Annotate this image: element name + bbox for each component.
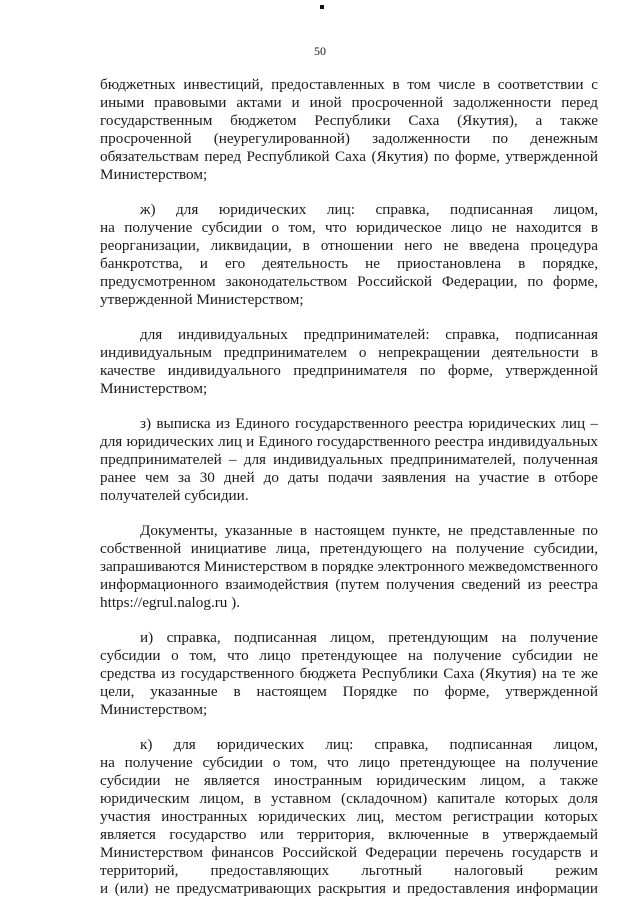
text-line: банкротства, и его деятельность не приостановлена в порядке,: [100, 255, 598, 272]
paragraph-item-k: [100, 736, 598, 898]
paragraph-documents: [100, 522, 598, 612]
text-line: обязательствам перед Республикой Саха (Якутия) по форме, утвержденной: [100, 148, 598, 165]
text-line: предпринимателей – для индивидуальных предпринимателей, полученная: [100, 451, 598, 468]
text-line: Документы, указанные в настоящем пункте, не представленные по: [140, 522, 598, 539]
text-line: просроченной (неурегулированной) задолженности по денежным: [100, 130, 598, 147]
text-line: цели, указанные в настоящем Порядке по форме, утвержденной: [100, 683, 598, 700]
text-line: собственной инициативе лица, претендующего на получение субсидии,: [100, 540, 598, 557]
text-line: https://egrul.nalog.ru ).: [100, 594, 241, 611]
text-line: участия иностранных юридических лиц, местом регистрации которых: [100, 808, 598, 825]
text-line: утвержденной Министерством;: [100, 291, 304, 308]
text-line: для юридических лиц и Единого государственного реестра индивидуальных: [100, 433, 598, 450]
text-line: на получение субсидии о том, что лицо претендующее на получение: [100, 754, 598, 771]
text-line: и (или) не предусматривающих раскрытия и предоставления информации: [100, 880, 598, 897]
text-line: субсидии не является иностранным юридическим лицом, а также: [100, 772, 598, 789]
paragraph-item-i: [100, 629, 598, 719]
text-line: юридическим лицом, в уставном (складочном) капитале которых доля: [100, 790, 598, 807]
text-line: Министерством;: [100, 380, 208, 397]
paragraph-item-z: [100, 415, 598, 505]
document-body: [100, 76, 598, 898]
text-line: реорганизации, ликвидации, в отношении него не введена процедура: [100, 237, 598, 254]
scan-mark: [320, 5, 324, 9]
text-line: государственным бюджетом Республики Саха (Якутия), а также: [100, 112, 598, 129]
text-line: Министерством;: [100, 166, 208, 183]
page-number: 50: [314, 44, 326, 58]
text-line: предусмотренном законодательством Российской Федерации, по форме,: [100, 273, 598, 290]
text-line: Министерством;: [100, 701, 208, 718]
text-line: к) для юридических лиц: справка, подписанная лицом,: [140, 736, 598, 753]
text-line: ж) для юридических лиц: справка, подписанная лицом,: [140, 201, 598, 218]
text-line: получателей субсидии.: [100, 487, 249, 504]
paragraph-entrepreneurs: [100, 326, 598, 398]
paragraph-continuation: [100, 76, 598, 184]
text-line: з) выписка из Единого государственного реестра юридических лиц –: [140, 415, 598, 432]
text-line: информационного взаимодействия (путем получения сведений из реестра: [100, 576, 598, 593]
text-line: Министерством финансов Российской Федерации перечень государств и: [100, 844, 598, 861]
text-line: средства из государственного бюджета Республики Саха (Якутия) на те же: [100, 665, 598, 682]
text-line: субсидии о том, что лицо претендующее на получение субсидии не: [100, 647, 598, 664]
text-line: иными правовыми актами и иной просроченной задолженности перед: [100, 94, 598, 111]
text-line: территорий, предоставляющих льготный налоговый режим: [100, 862, 598, 879]
text-line: и) справка, подписанная лицом, претендующим на получение: [140, 629, 598, 646]
text-line: на получение субсидии о том, что юридическое лицо не находится в: [100, 219, 598, 236]
paragraph-item-zh: [100, 201, 598, 309]
text-line: качестве индивидуального предпринимателя по форме, утвержденной: [100, 362, 598, 379]
text-line: для индивидуальных предпринимателей: справка, подписанная: [140, 326, 598, 343]
text-line: индивидуальным предпринимателем о непрекращении деятельности в: [100, 344, 598, 361]
text-line: является государство или территория, включенные в утверждаемый: [100, 826, 598, 843]
text-line: бюджетных инвестиций, предоставленных в том числе в соответствии с: [100, 76, 598, 93]
text-line: ранее чем за 30 дней до даты подачи заявления на участие в отборе: [100, 469, 598, 486]
text-line: запрашиваются Министерством в порядке электронного межведомственного: [100, 558, 598, 575]
